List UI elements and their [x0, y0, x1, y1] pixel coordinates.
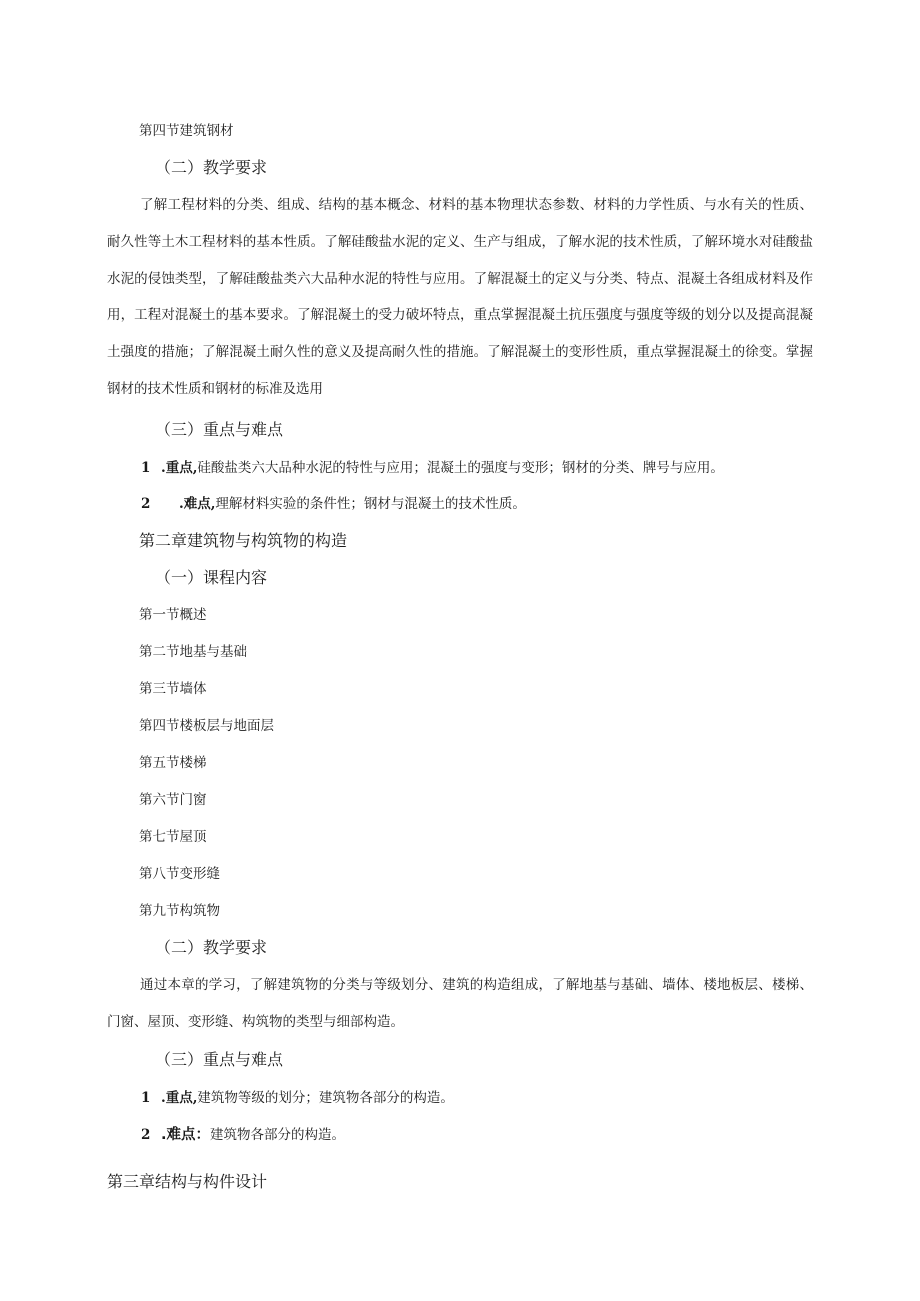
- section-item: 第一节概述: [139, 607, 207, 623]
- item-label: .重点,: [161, 1090, 198, 1106]
- item-text: 建筑物各部分的构造。: [210, 1127, 346, 1143]
- item-number: 2: [141, 496, 151, 512]
- difficulty-item: [141, 1125, 345, 1145]
- teaching-requirements-heading: （二）教学要求: [155, 938, 268, 957]
- key-point-item: [141, 458, 724, 478]
- section-item: 第八节变形缝: [139, 866, 220, 882]
- chapter-title: 第三章结构与构件设计: [107, 1172, 268, 1191]
- teaching-requirements-paragraph: 通过本章的学习，了解建筑物的分类与等级划分、建筑的构造组成，了解地基与基础、墙体、楼地板层、楼梯、门窗、屋顶、变形缝、构筑物的类型与细部构造。: [107, 977, 813, 1030]
- section-heading: 第四节建筑钢材: [139, 123, 234, 139]
- section-item: 第二节地基与基础: [139, 644, 247, 660]
- item-text: 建筑物等级的划分；建筑物各部分的构造。: [197, 1090, 454, 1106]
- section-item: 第三节墙体: [139, 681, 207, 697]
- section-item: 第五节楼梯: [139, 755, 207, 771]
- item-number: 1: [141, 460, 151, 476]
- item-label: .难点：: [161, 1127, 211, 1143]
- item-text: 理解材料实验的条件性；钢材与混凝土的技术性质。: [215, 496, 526, 512]
- item-number: 1: [141, 1090, 151, 1106]
- chapter-title: 第二章建筑物与构筑物的构造: [139, 531, 348, 550]
- section-item: 第六节门窗: [139, 792, 207, 808]
- key-points-heading: （三）重点与难点: [155, 420, 284, 439]
- item-label: .重点,: [161, 460, 198, 476]
- teaching-requirements-paragraph: 了解工程材料的分类、组成、结构的基本概念、材料的基本物理状态参数、材料的力学性质、与水有关的性质、耐久性等土木工程材料的基本性质。了解硅酸盐水泥的定义、生产与组成，了解水泥的技术性质，了解环境水对硅酸盐水泥的侵蚀类型，了解硅酸盐类六大品种水泥的特性与应用。了解混凝土的定义与分类、特点、混凝土各组成材料及作用，工程对混凝土的基本要求。了解混凝土的受力破坏特点，重点掌握混凝土抗压强度与强度等级的划分以及提高混凝土强度的措施；了解混凝土耐久性的意义及提高耐久性的措施。了解混凝土的变形性质，重点掌握混凝土的徐变。掌握钢材的技术性质和钢材的标准及选用: [107, 197, 813, 397]
- course-content-heading: （一）课程内容: [155, 568, 268, 587]
- key-points-heading: （三）重点与难点: [155, 1050, 284, 1069]
- section-item: 第四节楼板层与地面层: [139, 718, 274, 734]
- difficulty-item: [141, 494, 526, 514]
- key-point-item: [141, 1088, 454, 1108]
- section-item: 第九节构筑物: [139, 903, 220, 919]
- section-item: 第七节屋顶: [139, 829, 207, 845]
- item-label: .难点,: [179, 496, 216, 512]
- teaching-requirements-heading: （二）教学要求: [155, 158, 268, 177]
- item-number: 2: [141, 1127, 151, 1143]
- item-text: 硅酸盐类六大品种水泥的特性与应用；混凝土的强度与变形；钢材的分类、牌号与应用。: [197, 460, 724, 476]
